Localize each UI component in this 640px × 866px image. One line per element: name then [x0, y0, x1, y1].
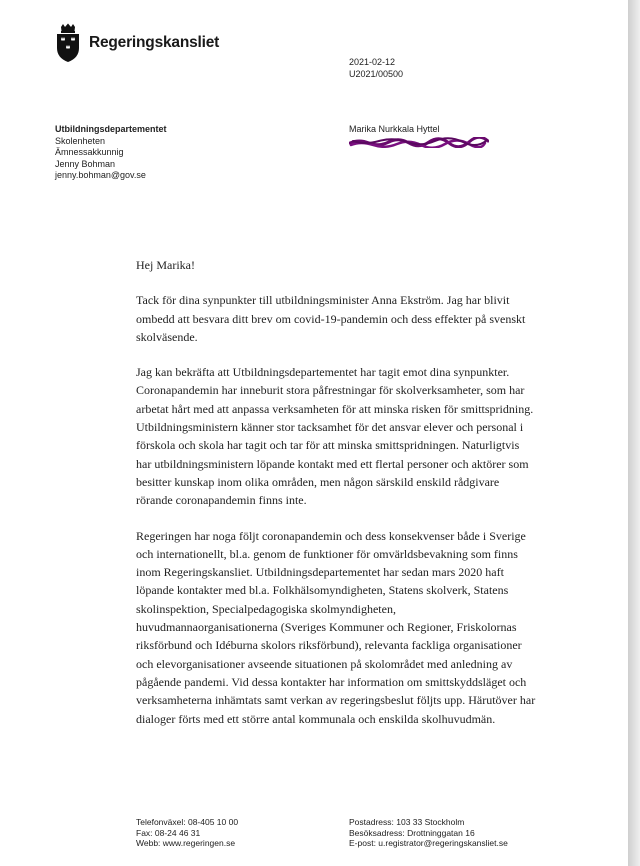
recipient-block [349, 124, 440, 136]
footer-visit: Besöksadress: Drottninggatan 16 [349, 827, 475, 838]
paragraph: Jag kan bekräfta att Utbildningsdepartementet har tagit emot dina synpunkter. Coronapandemin har inneburit stora påfrestningar för skolverksamheter, som har arbetat hårt med att anpassa verksamheten för att minska risken för smittspridning. Utbildningsministern känner stor tacksamhet för det ansvar elever och personal i förskola och skola har tagit och tar för att minska smittspridningen. Naturligtvis har utbildningsministern löpande kontakt med ett flertal personer och aktörer som besitter kunskap inom olika områden, men någon särskild enskild rådgivare rörande coronapandemin finns inte. [136, 365, 534, 508]
recipient-name: Marika Nurkkala Hyttel [349, 124, 440, 134]
paragraph: Tack för dina synpunkter till utbildningsminister Anna Ekström. Jag har blivit ombedd att besvara ditt brev om covid-19-pandemin och dess effekter på svenskt skolväsende. [136, 293, 526, 344]
letter-date: 2021-02-12 [349, 57, 396, 67]
sender-department: Utbildningsdepartementet [55, 124, 167, 134]
coat-of-arms-icon [55, 23, 81, 63]
date-reference [349, 57, 403, 80]
footer-fax: Fax: 08-24 46 31 [136, 827, 201, 838]
sender-email: jenny.bohman@gov.se [55, 170, 146, 180]
sender-name: Jenny Bohman [55, 158, 116, 169]
greeting: Hej Marika! [136, 258, 195, 272]
sender-title: Ämnessakkunnig [55, 147, 124, 157]
reference-number: U2021/00500 [349, 68, 404, 79]
footer-web: Webb: www.regeringen.se [136, 838, 236, 848]
sender-unit: Skolenheten [55, 135, 106, 146]
page-edge-shadow [628, 0, 640, 866]
footer-phone: Telefonväxel: 08-405 10 00 [136, 817, 239, 827]
footer-postal: Postadress: 103 33 Stockholm [349, 817, 465, 827]
letter-body [136, 256, 536, 745]
logo [55, 22, 219, 64]
sender-block [55, 124, 167, 182]
logo-text: Regeringskansliet [89, 34, 220, 51]
redaction-scribble [349, 137, 489, 148]
paragraph: Regeringen har noga följt coronapandemin och dess konsekvenser både i Sverige och internationellt, bl.a. genom de funktioner för omvärldsbevakning som finns inom Regeringskansliet. Utbildningsdepartementet har sedan mars 2020 haft löpande kontakter med bl.a. Folkhälsomyndigheten, Statens skolverk, Statens skolinspektion, Specialpedagogiska skolmyndigheten, huvudmannaorganisationerna (Sveriges Kommuner och Regioner, Friskolornas riksförbund och Idéburna skolors riksförbund), relevanta fackliga organisationer och elevorganisationer avseende situationen på skolområdet med anledning av pågående pandemi. Vid dessa kontakter har information om smittskyddsläget och verksamheterna inhämtats samt verkan av regeringsbeslut följts upp. Härutöver har dialoger förts med ett större antal kommunala och enskilda skolhuvudmän. [136, 528, 536, 726]
footer-address [349, 817, 508, 849]
footer-email: E-post: u.registrator@regeringskansliet.se [349, 838, 508, 848]
footer-contact [136, 817, 238, 849]
